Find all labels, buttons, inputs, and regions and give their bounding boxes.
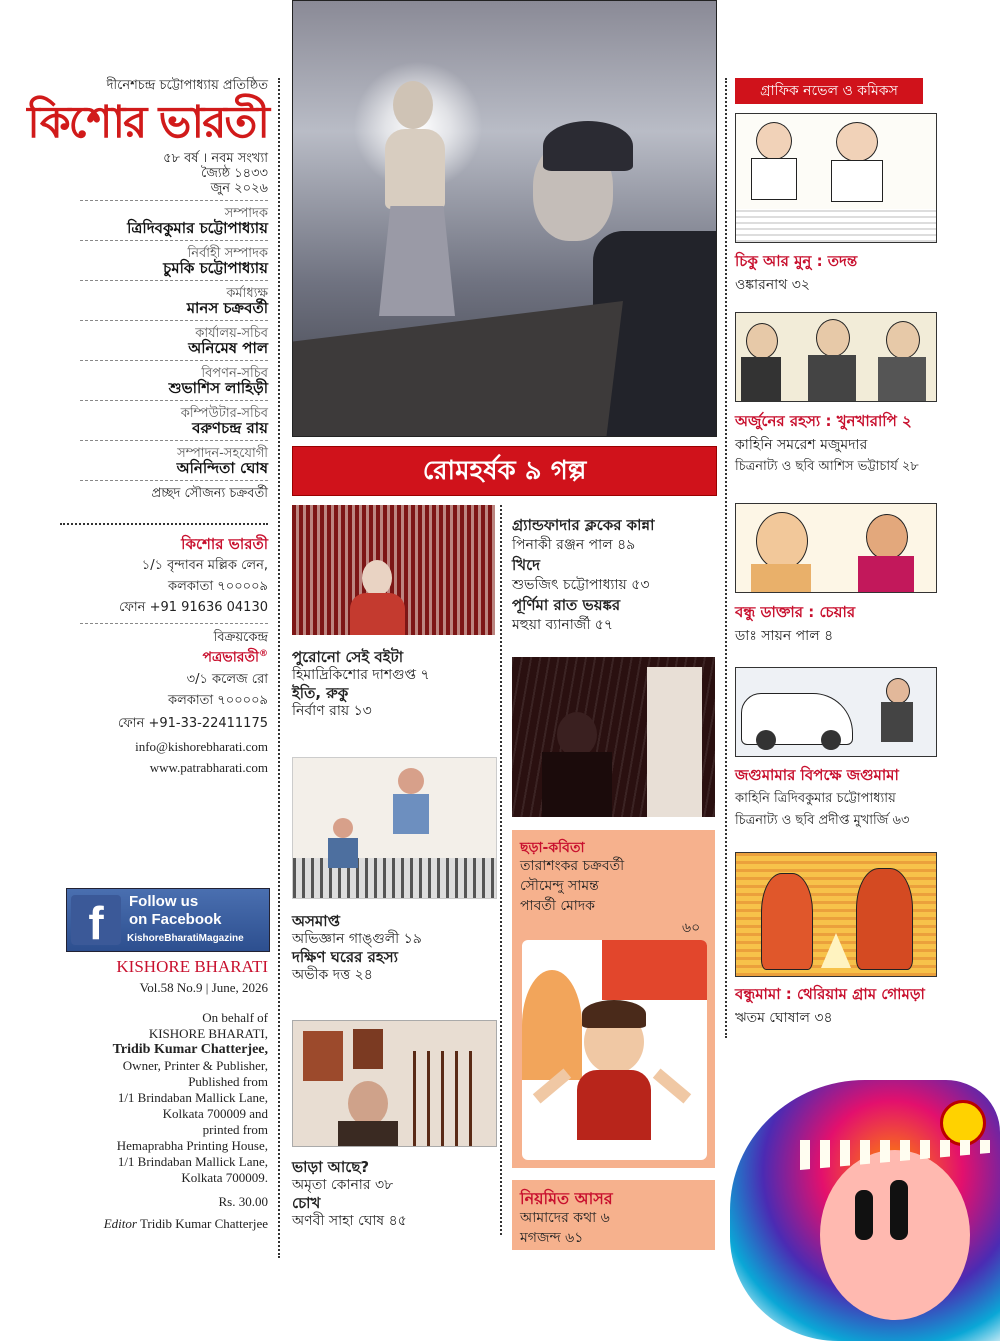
office-address: কলকাতা ৭০০০০৯ xyxy=(167,579,268,594)
story-illustration xyxy=(292,505,495,635)
staff-role: বিপণন-সচিব xyxy=(201,366,268,381)
poems-heading: ছড়া-কবিতা xyxy=(520,840,585,856)
imprint-line: Kolkata 700009. xyxy=(181,1170,268,1185)
poet-name: তারাশংকর চক্রবর্তী xyxy=(520,858,625,874)
issue-line: জ্যৈষ্ঠ ১৪৩৩ xyxy=(200,166,268,181)
story-author: অভিজ্ঞান গাঙ্গুলী ১৯ xyxy=(292,931,422,947)
staff-name: ত্রিদিবকুমার চট্টোপাধ্যায় xyxy=(127,219,268,237)
column-divider xyxy=(725,78,727,1038)
staff-name: অনিন্দিতা ঘোষ xyxy=(176,459,268,477)
story-list xyxy=(292,912,497,984)
poets-list xyxy=(520,856,624,916)
facebook-line2: on Facebook xyxy=(129,911,222,928)
monster-illustration xyxy=(730,1040,1000,1341)
comic-illustration xyxy=(735,852,937,977)
story-title[interactable]: ইতি, রুকু xyxy=(292,684,349,702)
story-illustration xyxy=(292,1020,497,1147)
story-author: হিমাদ্রিকিশোর দাশগুপ্ত ৭ xyxy=(292,667,430,683)
story-author: মহুয়া ব্যানার্জী ৫৭ xyxy=(512,617,613,633)
poems-box xyxy=(512,830,715,1168)
story-title[interactable]: দক্ষিণ ঘরের রহস্য xyxy=(292,948,399,966)
email-link[interactable]: info@kishorebharati.com xyxy=(135,738,268,754)
registered-mark: ® xyxy=(259,649,268,659)
staff-name: বরুণচন্দ্র রায় xyxy=(192,419,268,437)
column-divider xyxy=(278,78,280,1258)
poem-illustration xyxy=(522,940,707,1160)
stories-banner: রোমহর্ষক ৯ গল্প xyxy=(292,446,717,496)
imprint-line: Tridib Kumar Chatterjee, xyxy=(112,1042,268,1057)
story-title[interactable]: চোখ xyxy=(292,1194,321,1212)
editor-label: Editor xyxy=(103,1216,137,1231)
comic-credit: ঋতম ঘোষাল ৩৪ xyxy=(735,1010,833,1026)
comic-credit: চিত্রনাট্য ও ছবি প্রদীপ্ত মুখার্জি ৬৩ xyxy=(735,813,910,828)
magazine-logo: কিশোর ভারতী xyxy=(27,97,268,148)
office-address: ১/১ বৃন্দাবন মল্লিক লেন, xyxy=(141,558,268,573)
imprint-line: KISHORE BHARATI, xyxy=(148,1026,268,1041)
story-author: পিনাকী রঞ্জন পাল ৪৯ xyxy=(512,537,636,553)
sales-address: ৩/১ কলেজ রো xyxy=(186,671,268,687)
comic-entry xyxy=(735,766,965,830)
imprint-line: printed from xyxy=(202,1122,268,1137)
staff-role: সম্পাদক xyxy=(224,206,268,221)
founder-line: দীনেশচন্দ্র চট্টোপাধ্যায় প্রতিষ্ঠিত xyxy=(106,78,268,93)
imprint-line: 1/1 Brindaban Mallick Lane, xyxy=(117,1154,268,1169)
story-title[interactable]: ভাড়া আছে? xyxy=(292,1158,370,1176)
staff-role: কম্পিউটার-সচিব xyxy=(180,406,268,421)
website-link[interactable]: www.patrabharati.com xyxy=(149,759,268,775)
regular-heading: নিয়মিত আসর xyxy=(520,1189,613,1208)
comic-title[interactable]: বন্ধুমামা : থেরিয়াম গ্রাম গোমড়া xyxy=(735,985,925,1003)
story-author: অণবী সাহা ঘোষ ৪৫ xyxy=(292,1213,407,1229)
comic-credit: কাহিনি সমরেশ মজুমদার xyxy=(735,437,868,453)
editor-name: Tridib Kumar Chatterjee xyxy=(139,1216,268,1231)
cover-credit: প্রচ্ছদ সৌজন্য চক্রবর্তী xyxy=(151,486,268,501)
staff-name: মানস চক্রবর্তী xyxy=(186,299,268,317)
imprint-line: On behalf of xyxy=(202,1010,268,1025)
story-title[interactable]: পূর্ণিমা রাত ভয়ঙ্কর xyxy=(512,596,621,614)
staff-name: অনিমেষ পাল xyxy=(188,339,268,357)
comic-illustration xyxy=(735,312,937,402)
poet-name: পাবর্তী মোদক xyxy=(520,898,595,914)
regular-item[interactable]: আমাদের কথা ৬ xyxy=(520,1210,610,1226)
office-name: কিশোর ভারতী xyxy=(181,535,268,553)
story-title[interactable]: খিদে xyxy=(512,556,541,574)
imprint-line: Kolkata 700009 and xyxy=(162,1106,268,1121)
staff-name: চুমকি চট্টোপাধ্যায় xyxy=(163,259,268,277)
sales-address: কলকাতা ৭০০০০৯ xyxy=(167,692,268,708)
staff-role: কার্যালয়-সচিব xyxy=(195,326,268,341)
comic-title[interactable]: জগুমামার বিপক্ষে জগুমামা xyxy=(735,766,899,784)
story-author: নির্বাণ রায় ১৩ xyxy=(292,703,372,719)
comic-credit: ওঙ্কারনাথ ৩২ xyxy=(735,277,810,293)
comic-credit: চিত্রনাট্য ও ছবি আশিস ভট্টাচার্য ২৮ xyxy=(735,459,919,474)
story-illustration xyxy=(512,657,715,817)
volume-line: Vol.58 No.9 | June, 2026 xyxy=(139,980,268,995)
imprint-line: 1/1 Brindaban Mallick Lane, xyxy=(117,1090,268,1105)
story-title[interactable]: গ্র্যান্ডফাদার ক্লকের কান্না xyxy=(512,516,655,534)
facebook-icon: f xyxy=(71,895,121,945)
facebook-handle: KishoreBharatiMagazine xyxy=(127,933,244,944)
cover-hero-illustration xyxy=(292,0,717,437)
imprint-block xyxy=(20,1010,268,1232)
staff-role: কর্মাধ্যক্ষ xyxy=(226,286,268,301)
story-illustration xyxy=(292,757,497,899)
issue-line: ৫৮ বর্ষ । নবম সংখ্যা xyxy=(163,151,268,166)
story-list xyxy=(512,515,722,635)
poet-name: সৌমেন্দু সামন্ত xyxy=(520,878,599,894)
story-title[interactable]: অসমাপ্ত xyxy=(292,912,340,930)
poems-page: ৬০ xyxy=(682,920,701,936)
imprint-line: Owner, Printer & Publisher, xyxy=(122,1058,268,1073)
staff-role: সম্পাদন-সহযোগী xyxy=(177,446,268,461)
facebook-line1: Follow us xyxy=(129,893,199,910)
masthead-column xyxy=(20,78,268,775)
comic-entry xyxy=(735,412,960,476)
comic-illustration xyxy=(735,667,937,757)
comic-illustration xyxy=(735,503,937,593)
comic-illustration xyxy=(735,113,937,243)
staff-name: শুভাশিস লাহিড়ী xyxy=(168,379,268,397)
office-phone: ফোন +91 91636 04130 xyxy=(119,600,268,615)
story-author: অভীক দত্ত ২৪ xyxy=(292,967,373,983)
comics-heading: গ্রাফিক নভেল ও কমিকস xyxy=(735,78,923,104)
issue-line: জুন ২০২৬ xyxy=(210,181,268,196)
facebook-follow-box[interactable] xyxy=(66,888,270,952)
story-author: অমৃতা কোনার ৩৮ xyxy=(292,1177,394,1193)
comic-title[interactable]: বন্ধু ডাক্তার : চেয়ার xyxy=(735,603,856,621)
regular-section-box xyxy=(512,1180,715,1250)
sales-phone: ফোন +91-33-22411175 xyxy=(118,715,268,731)
magazine-name-english: KISHORE BHARATI xyxy=(116,957,268,976)
comic-entry xyxy=(735,985,960,1027)
price: Rs. 30.00 xyxy=(218,1194,268,1209)
staff-role: নির্বাহী সম্পাদক xyxy=(187,246,268,261)
story-author: শুভজিৎ চট্টোপাধ্যায় ৫৩ xyxy=(512,577,650,593)
story-list xyxy=(292,648,497,720)
sales-name: পত্রভারতী xyxy=(202,649,259,666)
comic-entry xyxy=(735,603,955,645)
comic-credit: কাহিনি ত্রিদিবকুমার চট্টোপাধ্যায় xyxy=(735,791,896,806)
imprint-line: Hemaprabha Printing House, xyxy=(116,1138,268,1153)
comic-entry xyxy=(735,252,955,294)
story-title[interactable]: পুরোনো সেই বইটা xyxy=(292,648,404,666)
story-list xyxy=(292,1158,497,1230)
comic-title[interactable]: অর্জুনের রহস্য : খুনখারাপি ২ xyxy=(735,412,912,430)
imprint-line: Published from xyxy=(188,1074,268,1089)
comic-title[interactable]: চিকু আর মুনু : তদন্ত xyxy=(735,252,858,270)
regular-item[interactable]: মগজন্দ ৬১ xyxy=(520,1230,584,1246)
column-divider xyxy=(500,505,502,1235)
sales-label: বিক্রয়কেন্দ্র xyxy=(213,630,268,645)
comic-credit: ডাঃ সায়ন পাল ৪ xyxy=(735,628,834,644)
